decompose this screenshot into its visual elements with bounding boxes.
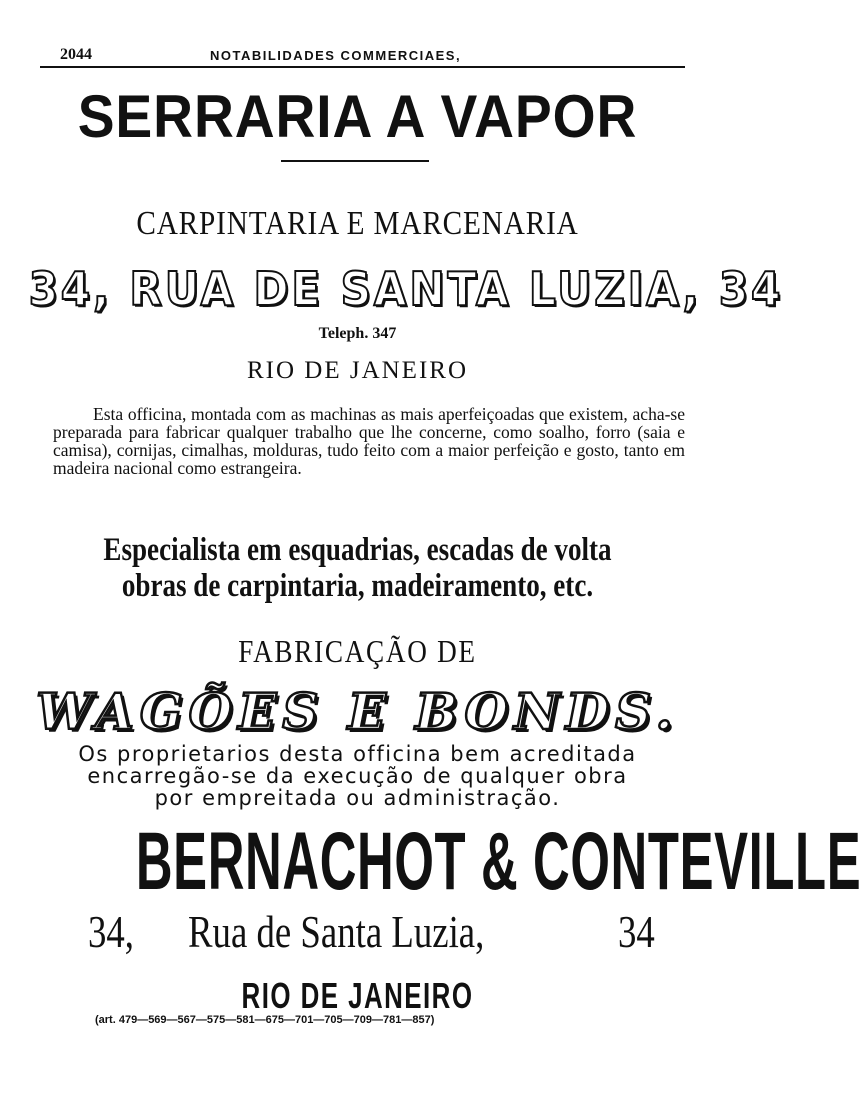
- manufacture-item: WAGÕES E BONDS.: [36, 682, 679, 741]
- telephone: Teleph. 347: [318, 325, 397, 342]
- article-references: (art. 479—569—567—575—581—675—701—705—709—781—857): [95, 1014, 435, 1026]
- owners-line-1: Os proprietarios desta officina bem acreditada: [78, 742, 637, 766]
- advert-subtitle: CARPINTARIA E MARCENARIA: [136, 205, 579, 242]
- footer-city: RIO DE JANEIRO: [241, 975, 474, 1016]
- specialty-line-2: obras de carpintaria, madeiramento, etc.: [121, 568, 594, 604]
- advert-title: SERRARIA A VAPOR: [77, 83, 638, 150]
- title-divider: [281, 160, 429, 162]
- owners-notice: [0, 743, 715, 809]
- page-header: [40, 44, 685, 68]
- city-heading: RIO DE JANEIRO: [246, 357, 469, 384]
- company-name: BERNACHOT & CONTEVILLE: [135, 816, 861, 907]
- description-paragraph: Esta officina, montada com as machinas as mais aperfeiçoadas que existem, acha-se preparada para fabricar qualquer trabalho que lhe concerne, como soalho, forro (saia e camisa), cornijas, cimalhas, molduras, tudo feito com a maior perfeição e gosto, tanto em madeira nacional como estrangeira.: [53, 404, 685, 478]
- owners-line-3: por empreitada ou administração.: [154, 786, 561, 810]
- owners-line-2: encarregão-se da execução de qualquer obra: [87, 764, 628, 788]
- manufacture-label: FABRICAÇÃO DE: [238, 633, 477, 669]
- page-number: 2044: [60, 46, 92, 63]
- address-number-right: 34: [618, 906, 655, 957]
- specialty-line-1: Especialista em esquadrias, escadas de volta: [103, 532, 612, 568]
- address-number-left: 34,: [88, 906, 134, 957]
- ornate-address: 34, RUA DE SANTA LUZIA, 34: [28, 262, 784, 316]
- running-title: NOTABILIDADES COMMERCIAES,: [210, 48, 462, 63]
- specialty-block: [64, 532, 650, 604]
- address-street: Rua de Santa Luzia,: [188, 906, 485, 957]
